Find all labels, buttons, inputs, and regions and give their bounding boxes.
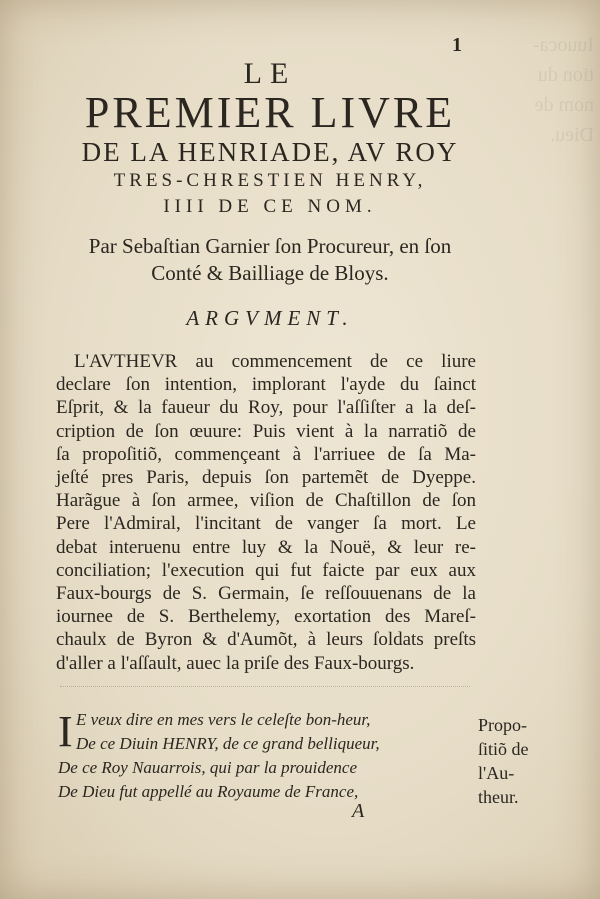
poem-line: De ce Roy Nauarrois, qui par la prouidence	[58, 758, 358, 777]
title-line-2: PREMIER LIVRE	[84, 88, 456, 137]
title-line-3: DE LA HENRIADE, AV ROY	[81, 137, 459, 167]
bleed-through-text: Iuuoca- tion du nom de Dieu.	[532, 34, 594, 146]
argument-line: iournee de S. Berthelemy, exortation des Mareſ-	[56, 606, 476, 628]
argument-line: Harãgue à ſon armee, viſion de Chaſtillon de ſon	[56, 490, 476, 512]
argument-line: debat interuenu entre luy & la Nouë, & leur re-	[56, 536, 476, 558]
argument-line: Eſprit, & la faueur du Roy, pour l'aſſiſter a la deſ-	[56, 397, 476, 419]
argument-line: d'aller a l'aſſault, auec la priſe des Faux-bourgs.	[56, 652, 415, 674]
title-line-5: IIII DE CE NOM.	[163, 196, 377, 217]
poem-verses	[58, 708, 458, 804]
attribution-line-2: Conté & Bailliage de Bloys.	[151, 261, 389, 285]
argument-line: conciliation; l'execution qui fut faicte par eux aux	[56, 559, 476, 581]
poem-line: E veux dire en mes vers le celeſte bon-heur,	[76, 710, 371, 729]
poem-line: De Dieu fut appellé au Royaume de France,	[58, 782, 359, 801]
margin-note	[478, 713, 558, 809]
margin-note-line: ſitiõ de	[478, 739, 529, 759]
drop-cap-initial: I	[58, 707, 73, 756]
title-block	[40, 58, 500, 220]
argument-line: jeſté pres Paris, depuis ſon partemẽt de Dyeppe.	[56, 467, 476, 489]
argument-line: Pere l'Admiral, l'incitant de vanger ſa mort. Le	[56, 513, 476, 535]
argument-line: declare ſon intention, implorant l'ayde du ſainct	[56, 374, 476, 396]
poem-line: De ce Diuin HENRY, de ce grand belliqueur,	[76, 734, 380, 753]
argument-paragraph	[56, 350, 476, 675]
argument-line: L'AVTHEVR au commencement de ce liure	[74, 351, 476, 372]
argument-line: ſa propoſitiõ, commençeant à l'arriuee de ſa Ma-	[56, 443, 476, 465]
title-line-4: TRES-CHRESTIEN HENRY,	[113, 170, 427, 191]
margin-note-line: l'Au-	[478, 763, 515, 783]
attribution-line-1: Par Sebaſtian Garnier ſon Procureur, en ſon	[88, 234, 452, 258]
catchword: A	[352, 800, 365, 822]
page-number: 1	[452, 34, 462, 56]
section-divider	[60, 686, 470, 687]
argument-heading: ARGVMENT.	[186, 306, 354, 330]
margin-note-line: theur.	[478, 787, 519, 807]
margin-note-line: Propo-	[478, 715, 527, 735]
title-line-1: LE	[243, 57, 297, 90]
author-attribution	[40, 233, 500, 287]
argument-line: cription de ſon œuure: Puis vient à la narratiõ de	[56, 420, 476, 442]
argument-line: chaulx de Byron & d'Aumõt, à leurs ſoldats preſts	[56, 629, 476, 651]
argument-line: Faux-bourgs de S. Germain, ſe reſſouuenans de la	[56, 583, 476, 605]
